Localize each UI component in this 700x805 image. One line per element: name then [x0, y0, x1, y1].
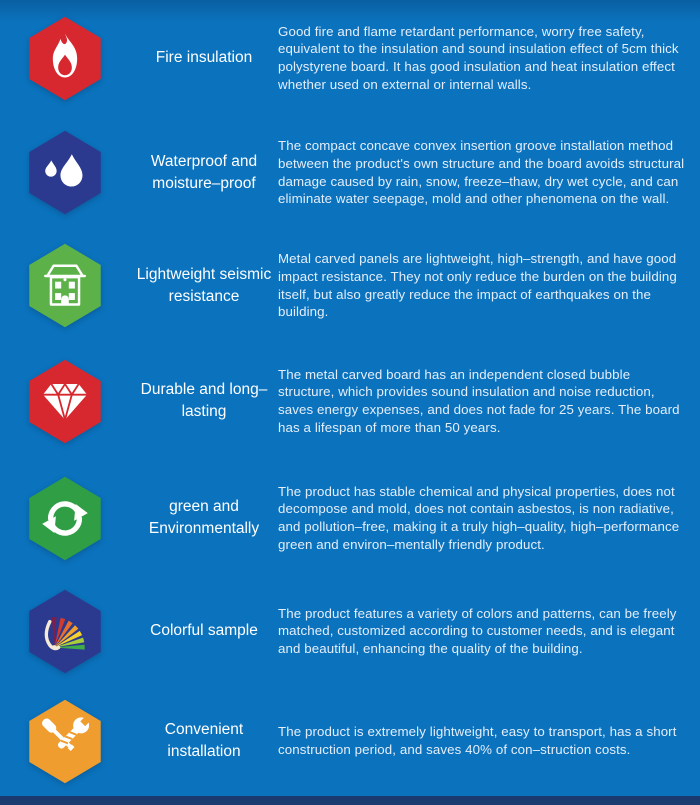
feature-description: Good fire and flame retardant performance, worry free safety, equivalent to the insulation and sound insulation effect of 5cm thick polystyrene board. It has good insulation and heat insulation effect whether used on external or internal walls.: [278, 23, 679, 92]
feature-title: Convenient installation: [164, 721, 244, 760]
feature-title: Colorful sample: [150, 622, 258, 640]
feature-fire-insulation: [0, 0, 700, 116]
bottom-divider-bar: [0, 796, 700, 805]
recycle-icon: [27, 475, 103, 562]
hexagon-badge: [0, 129, 130, 216]
water-drops-icon: [27, 129, 103, 216]
feature-colorful-sample: [0, 576, 700, 686]
feature-waterproof: [0, 116, 700, 229]
feature-title: green and Environmentally: [148, 498, 260, 537]
feature-description: Metal carved panels are lightweight, high–strength, and have good impact resistance. They not only reduce the burden on the building itself, but also greatly reduce the impact of earthquakes on the building.: [278, 251, 677, 320]
feature-description: The product features a variety of colors and patterns, can be freely matched, customized according to customer needs, and is elegant and beautiful, enhancing the quality of the building.: [278, 605, 677, 656]
feature-title: Durable and long–lasting: [140, 381, 268, 420]
hexagon-badge: [0, 242, 130, 329]
hexagon-badge: [0, 15, 130, 102]
flame-icon: [27, 15, 103, 102]
feature-convenient-installation: [0, 686, 700, 796]
feature-green-environmental: [0, 460, 700, 576]
tools-icon: [27, 698, 103, 785]
feature-description: The product has stable chemical and physical properties, does not decompose and mold, does not contain asbestos, is non radiative, and pollution–free, making it a truly high–quality, high–performance green and environ–mentally friendly product.: [278, 483, 680, 552]
color-fan-icon: [27, 588, 103, 675]
feature-title: Fire insulation: [155, 49, 253, 67]
feature-description: The metal carved board has an independent closed bubble structure, which provides sound insulation and noise reduction, saves energy expenses, and does not fade for 25 years. The board has a lifespan of more than 50 years.: [278, 366, 680, 435]
feature-description: The compact concave convex insertion groove installation method between the product's own structure and the board avoids structural damage caused by rain, snow, freeze–thaw, dry wet cycle, and can eliminate water seepage, mold and other phenomena on the wall.: [278, 138, 685, 207]
feature-description: The product is extremely lightweight, easy to transport, has a short construction period, and saves 40% of con–struction costs.: [278, 724, 677, 757]
diamond-icon: [27, 358, 103, 445]
feature-lightweight-seismic: [0, 229, 700, 342]
hexagon-badge: [0, 588, 130, 675]
hexagon-badge: [0, 475, 130, 562]
feature-durable: [0, 342, 700, 460]
building-icon: [27, 242, 103, 329]
feature-title: Waterproof and moisture–proof: [150, 152, 258, 192]
hexagon-badge: [0, 358, 130, 445]
feature-title: Lightweight seismic resistance: [136, 265, 272, 305]
hexagon-badge: [0, 698, 130, 785]
